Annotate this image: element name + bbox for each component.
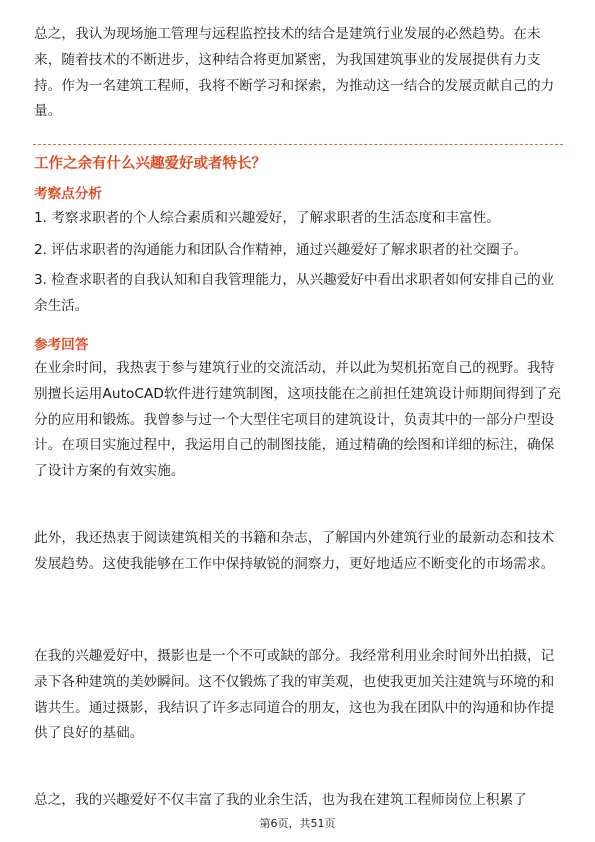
answer-paragraph: 此外，我还热衷于阅读建筑相关的书籍和杂志，了解国内外建筑行业的最新动态和技术发展趋势。这使我能够在工作中保持敏锐的洞察力，更好地适应不断变化的市场需求。 <box>34 530 555 572</box>
analysis-item: 1. 考察求职者的个人综合素质和兴趣爱好，了解求职者的生活态度和丰富性。 <box>34 210 500 226</box>
intro-paragraph: 总之，我认为现场施工管理与远程监控技术的结合是建筑行业发展的必然趋势。在未来，随着技术的不断进步，这种结合将更加紧密，为我国建筑事业的发展提供有力支持。作为一名建筑工程师，我将不断学习和探索，为推动这一结合的发展贡献自己的力量。 <box>34 26 555 120</box>
answer-paragraph: 在我的兴趣爱好中，摄影也是一个不可或缺的部分。我经常利用业余时间外出拍摄，记录下各种建筑的美妙瞬间。这不仅锻炼了我的审美观，也使我更加关注建筑与环境的和谐共生。通过摄影，我结识了许多志同道合的朋友，这也为我在团队中的沟通和协作提供了良好的基础。 <box>34 648 555 742</box>
question-heading: 工作之余有什么兴趣爱好或者特长？ <box>34 156 266 172</box>
analysis-item: 2. 评估求职者的沟通能力和团队合作精神，通过兴趣爱好了解求职者的社交圈子。 <box>34 242 528 258</box>
answer-heading: 参考回答 <box>34 337 89 353</box>
analysis-heading: 考察点分析 <box>34 186 102 202</box>
analysis-item: 3. 检查求职者的自我认知和自我管理能力，从兴趣爱好中看出求职者如何安排自己的业余生活。 <box>34 272 555 314</box>
answer-paragraph: 总之，我的兴趣爱好不仅丰富了我的业余生活，也为我在建筑工程师岗位上积累了 <box>34 792 527 808</box>
page-indicator: 第6页，共51页 <box>259 817 336 830</box>
section-divider <box>33 144 563 145</box>
answer-paragraph: 在业余时间，我热衷于参与建筑行业的交流活动，并以此为契机拓宽自己的视野。我特别擅长运用AutoCAD软件进行建筑制图，这项技能在之前担任建筑设计师期间得到了充分的应用和锻炼。我曾参与过一个大型住宅项目的建筑设计，负责其中的一部分户型设计。在项目实施过程中，我运用自己的制图技能，通过精确的绘图和详细的标注，确保了设计方案的有效实施。 <box>34 360 562 480</box>
